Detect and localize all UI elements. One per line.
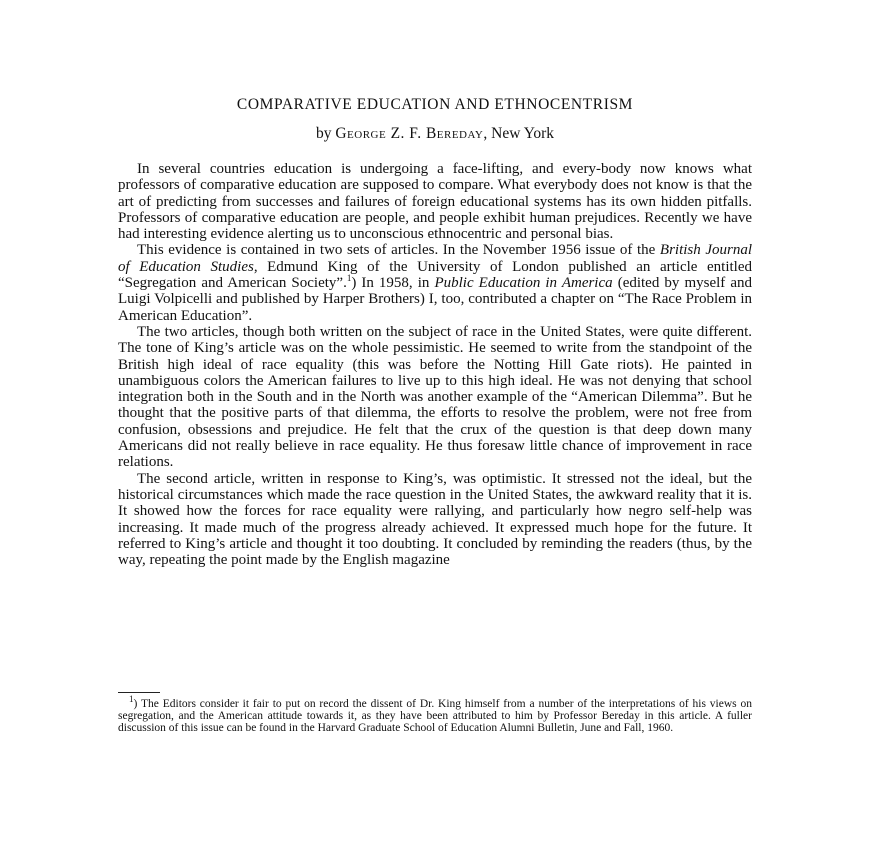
- footnote-body: ) The Editors consider it fair to put on record the dissent of Dr. King himself from a number of the interpretations of his views on segregation, and the American attitude towards it, as they have been attributed to him by Professor Bereday in this article. A fuller discussion of this issue can be found in the Harvard Graduate School of Education Alumni Bulletin, June and Fall, 1960.: [118, 698, 752, 734]
- paragraph-text: ) In 1958, in: [351, 275, 435, 292]
- body-paragraph: [118, 471, 752, 569]
- paragraph-text: , Edmund King of the University of London published an article entitled “Segregation and American Society”.: [118, 258, 752, 292]
- paragraph-text: (edited by myself and Luigi Volpicelli and published by Harper Brothers) I, too, contributed a chapter on “The Race Problem in American Education”.: [118, 275, 752, 324]
- byline: [0, 125, 870, 143]
- footnote-marker: 1: [129, 694, 134, 705]
- byline-prefix: by: [315, 125, 332, 142]
- article-title: COMPARATIVE EDUCATION AND ETHNOCENTRISM: [236, 96, 634, 113]
- italic-title: British Journal of Education Studies: [118, 242, 752, 275]
- author-name: George Z. F. Bereday: [335, 125, 484, 142]
- footnote-text: [118, 694, 752, 734]
- paragraph-text: The second article, written in response to King’s, was optimistic. It stressed not the ideal, but the historical circumstances which made the race question in the United States, the awkward reality that it is. It showed how the forces for race equality were rallying, and particularly how negro self-help was increasing. It made much of the progress already achieved. It expressed much hope for the future. It referred to King’s article and thought it too doubting. It concluded by reminding the readers (thus, by the way, repeating the point made by the English magazine: [118, 470, 752, 569]
- article-body: [118, 161, 752, 568]
- paragraph-text: This evidence is contained in two sets of articles. In the November 1956 issue of the: [137, 242, 660, 259]
- paragraph-text: The two articles, though both written on the subject of race in the United States, were quite different. The tone of King’s article was on the whole pessimistic. He seemed to write from the standpoint of the British high ideal of race equality (this was before the Notting Hill Gate riots). He painted in unambiguous colors the American failures to live up to this high ideal. He was not denying that school integration both in the South and in the North was another example of the “American Dilemma”. But he thought that the positive parts of that dilemma, the efforts to resolve the problem, were not free from confusion, obsessions and prejudice. He felt that the crux of the question is that deep down many Americans did not really believe in race equality. He thus foresaw little chance of improvement in race relations.: [118, 323, 752, 471]
- footnote-divider: [118, 692, 160, 693]
- body-paragraph: [118, 324, 752, 471]
- italic-title: Public Education in America: [434, 275, 613, 292]
- body-paragraph: [118, 161, 752, 242]
- byline-location: , New York: [483, 125, 554, 142]
- body-paragraph: [118, 242, 752, 323]
- footnote-reference: 1: [346, 273, 352, 284]
- paragraph-text: In several countries education is undergoing a face-lifting, and every-body now knows what professors of comparative education are supposed to compare. What everybody does not know is that the art of predicting from successes and failures of foreign educational systems has its own hidden pitfalls. Professors of comparative education are people, and people exhibit human prejudices. Recently we have had interesting evidence alerting us to unconscious ethnocentric and personal bias.: [118, 161, 752, 243]
- footnote: [118, 694, 752, 734]
